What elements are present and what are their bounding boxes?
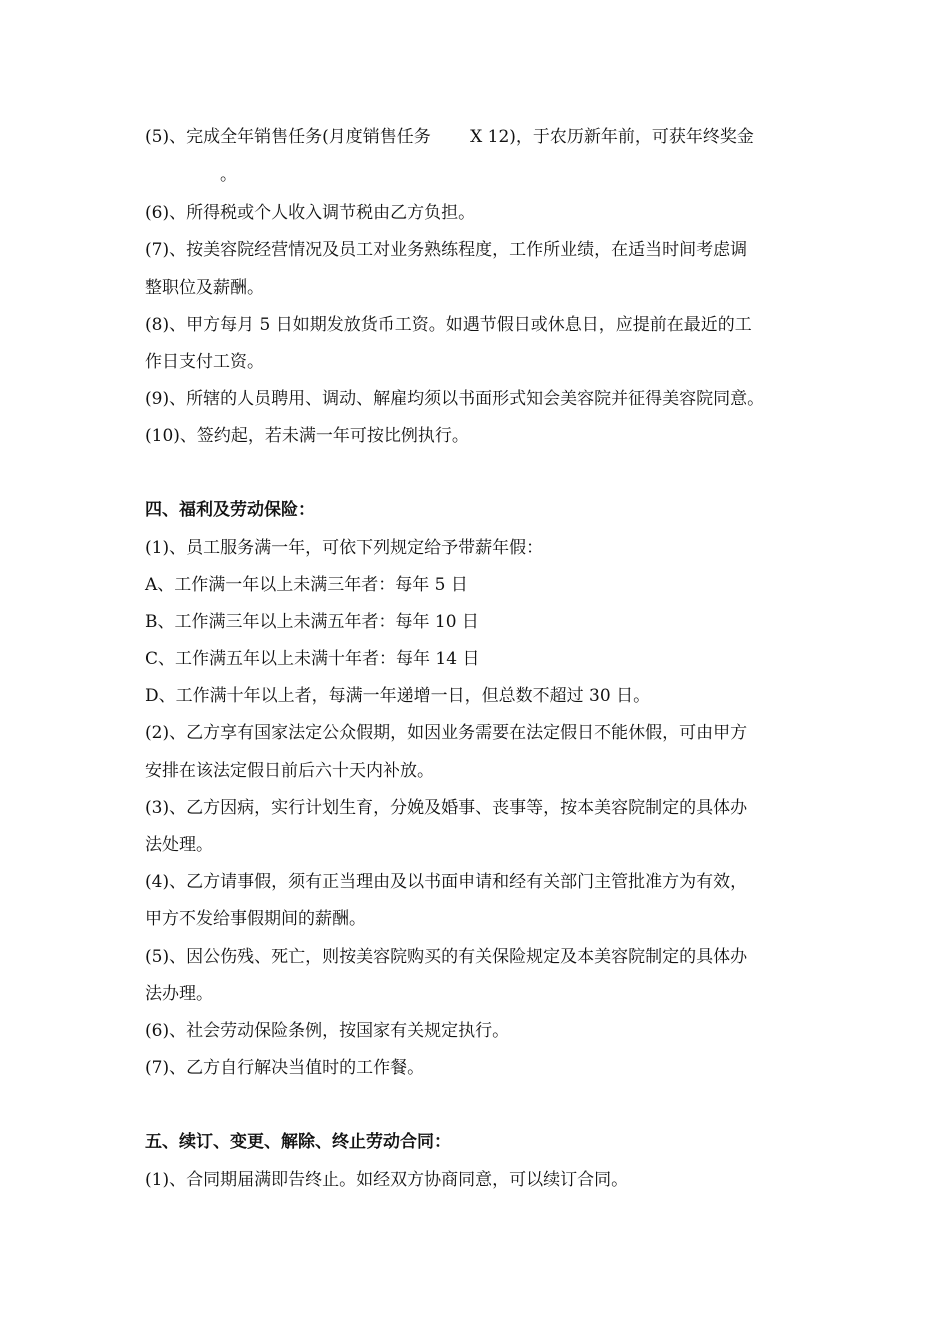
- paragraph-line: (7)、乙方自行解决当值时的工作餐。: [145, 1058, 425, 1078]
- paragraph-line: (5)、完成全年销售任务(月度销售任务 X 12)，于农历新年前，可获年终奖金: [145, 127, 754, 147]
- paragraph-line: (4)、乙方请事假，须有正当理由及以书面申请和经有关部门主管批准方为有效，: [145, 872, 748, 892]
- paragraph-line: (1)、员工服务满一年，可依下列规定给予带薪年假：: [145, 538, 544, 558]
- paragraph-line: (5)、因公伤残、死亡，则按美容院购买的有关保险规定及本美容院制定的具体办: [145, 947, 748, 967]
- paragraph-line: (7)、按美容院经营情况及员工对业务熟练程度，工作所业绩，在适当时间考虑调: [145, 240, 748, 260]
- paragraph-line: (8)、甲方每月 5 日如期发放货币工资。如遇节假日或休息日，应提前在最近的工: [145, 315, 752, 335]
- paragraph-line: (6)、所得税或个人收入调节税由乙方负担。: [145, 203, 476, 223]
- paragraph-line: A、工作满一年以上未满三年者：每年 5 日: [145, 575, 468, 595]
- paragraph-line: B、工作满三年以上未满五年者：每年 10 日: [145, 612, 479, 632]
- section-heading: 四、福利及劳动保险：: [145, 500, 315, 520]
- paragraph-line: (10)、签约起，若未满一年可按比例执行。: [145, 426, 469, 446]
- paragraph-line: (2)、乙方享有国家法定公众假期，如因业务需要在法定假日不能休假，可由甲方: [145, 723, 748, 743]
- section-heading: 五、续订、变更、解除、终止劳动合同：: [145, 1132, 451, 1152]
- paragraph-line: 安排在该法定假日前后六十天内补放。: [145, 761, 434, 781]
- paragraph-line: (3)、乙方因病，实行计划生育，分娩及婚事、丧事等，按本美容院制定的具体办: [145, 798, 748, 818]
- paragraph-line: 甲方不发给事假期间的薪酬。: [145, 909, 366, 929]
- paragraph-line: 作日支付工资。: [145, 352, 264, 372]
- paragraph-line: (6)、社会劳动保险条例，按国家有关规定执行。: [145, 1021, 510, 1041]
- paragraph-line: 法办理。: [145, 984, 213, 1004]
- paragraph-line: D、工作满十年以上者，每满一年递增一日，但总数不超过 30 日。: [145, 686, 651, 706]
- paragraph-line: 整职位及薪酬。: [145, 278, 264, 298]
- paragraph-line: 法处理。: [145, 835, 213, 855]
- paragraph-line: C、工作满五年以上未满十年者：每年 14 日: [145, 649, 480, 669]
- paragraph-line: 。: [220, 165, 237, 185]
- paragraph-line: (1)、合同期届满即告终止。如经双方协商同意，可以续订合同。: [145, 1170, 629, 1190]
- paragraph-line: (9)、所辖的人员聘用、调动、解雇均须以书面形式知会美容院并征得美容院同意。: [145, 389, 765, 409]
